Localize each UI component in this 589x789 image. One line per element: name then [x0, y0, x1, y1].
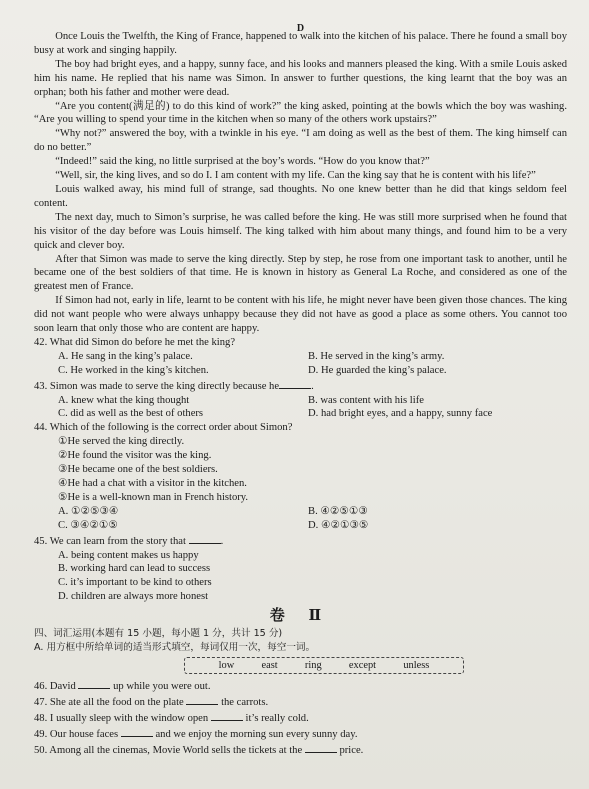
option-b: B. He served in the king’s army.: [308, 350, 445, 362]
fill-question-text: the carrots.: [221, 696, 269, 708]
sub-heading: A. 用方框中所给单词的适当形式填空，每词仅用一次，每空一词。: [34, 642, 316, 654]
question-stem: [34, 533, 567, 549]
option-a: A. knew what the king thought: [58, 394, 190, 406]
option-d: D. had bright eyes, and a happy, sunny face: [308, 408, 493, 420]
option-d: D. children are always more honest: [58, 591, 209, 603]
event-item: ④He had a chat with a visitor in the kitchen.: [58, 478, 247, 489]
passage-label: D: [296, 23, 305, 34]
fill-question-48: [34, 710, 567, 726]
passage-paragraph: “Are you content(满足的) to do this kind of work?” the king asked, pointing at the bowls which the boy was washing. “Are you willing to spend your time in the kitchen when so many of the others work upstairs?”: [34, 100, 567, 126]
word-item: except: [348, 659, 377, 671]
fill-question-text: it’s really cold.: [245, 712, 309, 724]
fill-question-47: [34, 694, 567, 710]
question-stem: 44. Which of the following is the correct order about Simon?: [34, 422, 293, 434]
question-stem: [34, 378, 567, 394]
word-item: low: [218, 659, 235, 671]
passage-paragraph: The next day, much to Simon’s surprise, he was called before the king. He was still more surprised when he found that his visitor of the day before was Louis himself. The king talked with him about many things, and found him to be a very quick and clever boy.: [34, 211, 567, 251]
option-c: C. it’s important to be kind to others: [58, 577, 212, 589]
option-a: A. He sang in the king’s palace.: [58, 350, 193, 362]
answer-blank: [211, 710, 243, 721]
option-c: C. He worked in the king’s kitchen.: [58, 364, 209, 376]
passage-paragraph: Louis walked away, his mind full of strange, sad thoughts. No one knew better than he did that kings seldom feel content.: [34, 183, 567, 209]
passage-paragraph: “Well, sir, the king lives, and so do I. I am content with my life. Can the king say that he is content with his life?”: [55, 170, 536, 182]
fill-question-text: 46. David: [34, 680, 76, 692]
question-42: [34, 336, 567, 378]
fill-question-text: up while you were out.: [113, 680, 211, 692]
question-44: [34, 421, 567, 532]
section-title: 卷 Ⅱ: [269, 608, 332, 625]
fill-question-text: 49. Our house faces: [34, 728, 119, 740]
option-a: A. being content makes us happy: [58, 549, 199, 561]
answer-blank: [189, 533, 221, 544]
event-item: ①He served the king directly.: [58, 436, 185, 448]
question-45: [34, 533, 567, 605]
word-item: unless: [403, 659, 430, 671]
event-item: ⑤He is a well-known man in French history.: [58, 491, 249, 503]
event-item: ②He found the visitor was the king.: [58, 450, 212, 462]
fill-question-49: [34, 726, 567, 742]
option-b: B. working hard can lead to success: [58, 563, 211, 575]
fill-question-text: 50. Among all the cinemas, Movie World sells the tickets at the: [34, 744, 303, 756]
question-stem-text: 45. We can learn from the story that: [34, 535, 186, 547]
word-item: ring: [304, 659, 322, 671]
passage-paragraph: “Why not?” answered the boy, with a twinkle in his eye. “I am doing as well as the best of them. The king himself can do no better.”: [34, 128, 567, 154]
answer-blank: [186, 694, 218, 705]
question-stem-end: .: [311, 380, 314, 392]
option-d: D. He guarded the king’s palace.: [308, 364, 447, 376]
answer-blank: [305, 742, 337, 753]
fill-question-text: 47. She ate all the food on the plate: [34, 696, 184, 708]
question-stem-text: 43. Simon was made to serve the king directly because he: [34, 380, 280, 392]
question-stem: 42. What did Simon do before he met the king?: [34, 336, 236, 348]
fill-in-questions: [34, 678, 567, 758]
fill-question-50: [34, 742, 567, 758]
passage-paragraph: If Simon had not, early in life, learnt to be content with his life, he might never have been given those chances. The king did not want people who were always unhappy because they did not have as good a place as some others. You cannot too soon learn that only those who are content are happy.: [34, 295, 567, 335]
option-b: B. ④②⑤①③: [308, 505, 368, 517]
question-43: [34, 378, 567, 422]
word-box: [184, 657, 464, 674]
option-d: D. ④②①③⑤: [308, 519, 369, 531]
part-heading: 四、词汇运用(本题有 15 小题，每小题 1 分，共计 15 分): [34, 628, 283, 640]
answer-blank: [78, 678, 110, 689]
answer-blank: [279, 378, 311, 389]
event-item: ③He became one of the best soldiers.: [58, 464, 218, 476]
word-item: east: [261, 659, 278, 671]
fill-question-text: price.: [339, 744, 364, 756]
fill-question-text: and we enjoy the morning sun every sunny day.: [155, 728, 358, 740]
option-c: C. ③④②①⑤: [58, 519, 118, 531]
reading-passage: [34, 30, 567, 336]
option-b: B. was content with his life: [308, 394, 424, 406]
passage-paragraph: After that Simon was made to serve the king directly. Step by step, he rose from one important task to another, until he became one of the best soldiers of that time. He is known in history as General La Roche, and considered as one of the greatest men of France.: [34, 253, 567, 293]
answer-blank: [121, 726, 153, 737]
question-stem-end: .: [220, 535, 224, 547]
passage-paragraph: “Indeed!” said the king, no little surprised at the boy’s words. “How do you know that?”: [55, 156, 430, 168]
fill-question-text: 48. I usually sleep with the window open: [34, 712, 209, 724]
passage-paragraph: Once Louis the Twelfth, the King of France, happened to walk into the kitchen of his palace. There he found a small boy busy at work and singing happily.: [34, 31, 567, 56]
option-a: A. ①②⑤③④: [58, 505, 119, 517]
passage-paragraph: The boy had bright eyes, and a happy, sunny face, and his looks and manners pleased the king. With a smile Louis asked him his name. He replied that his name was Simon. In answer to further questions, the king learnt that the boy was an orphan; both his father and mother were dead.: [34, 58, 567, 98]
option-c: C. did as well as the best of others: [58, 408, 204, 420]
fill-question-46: [34, 678, 567, 694]
